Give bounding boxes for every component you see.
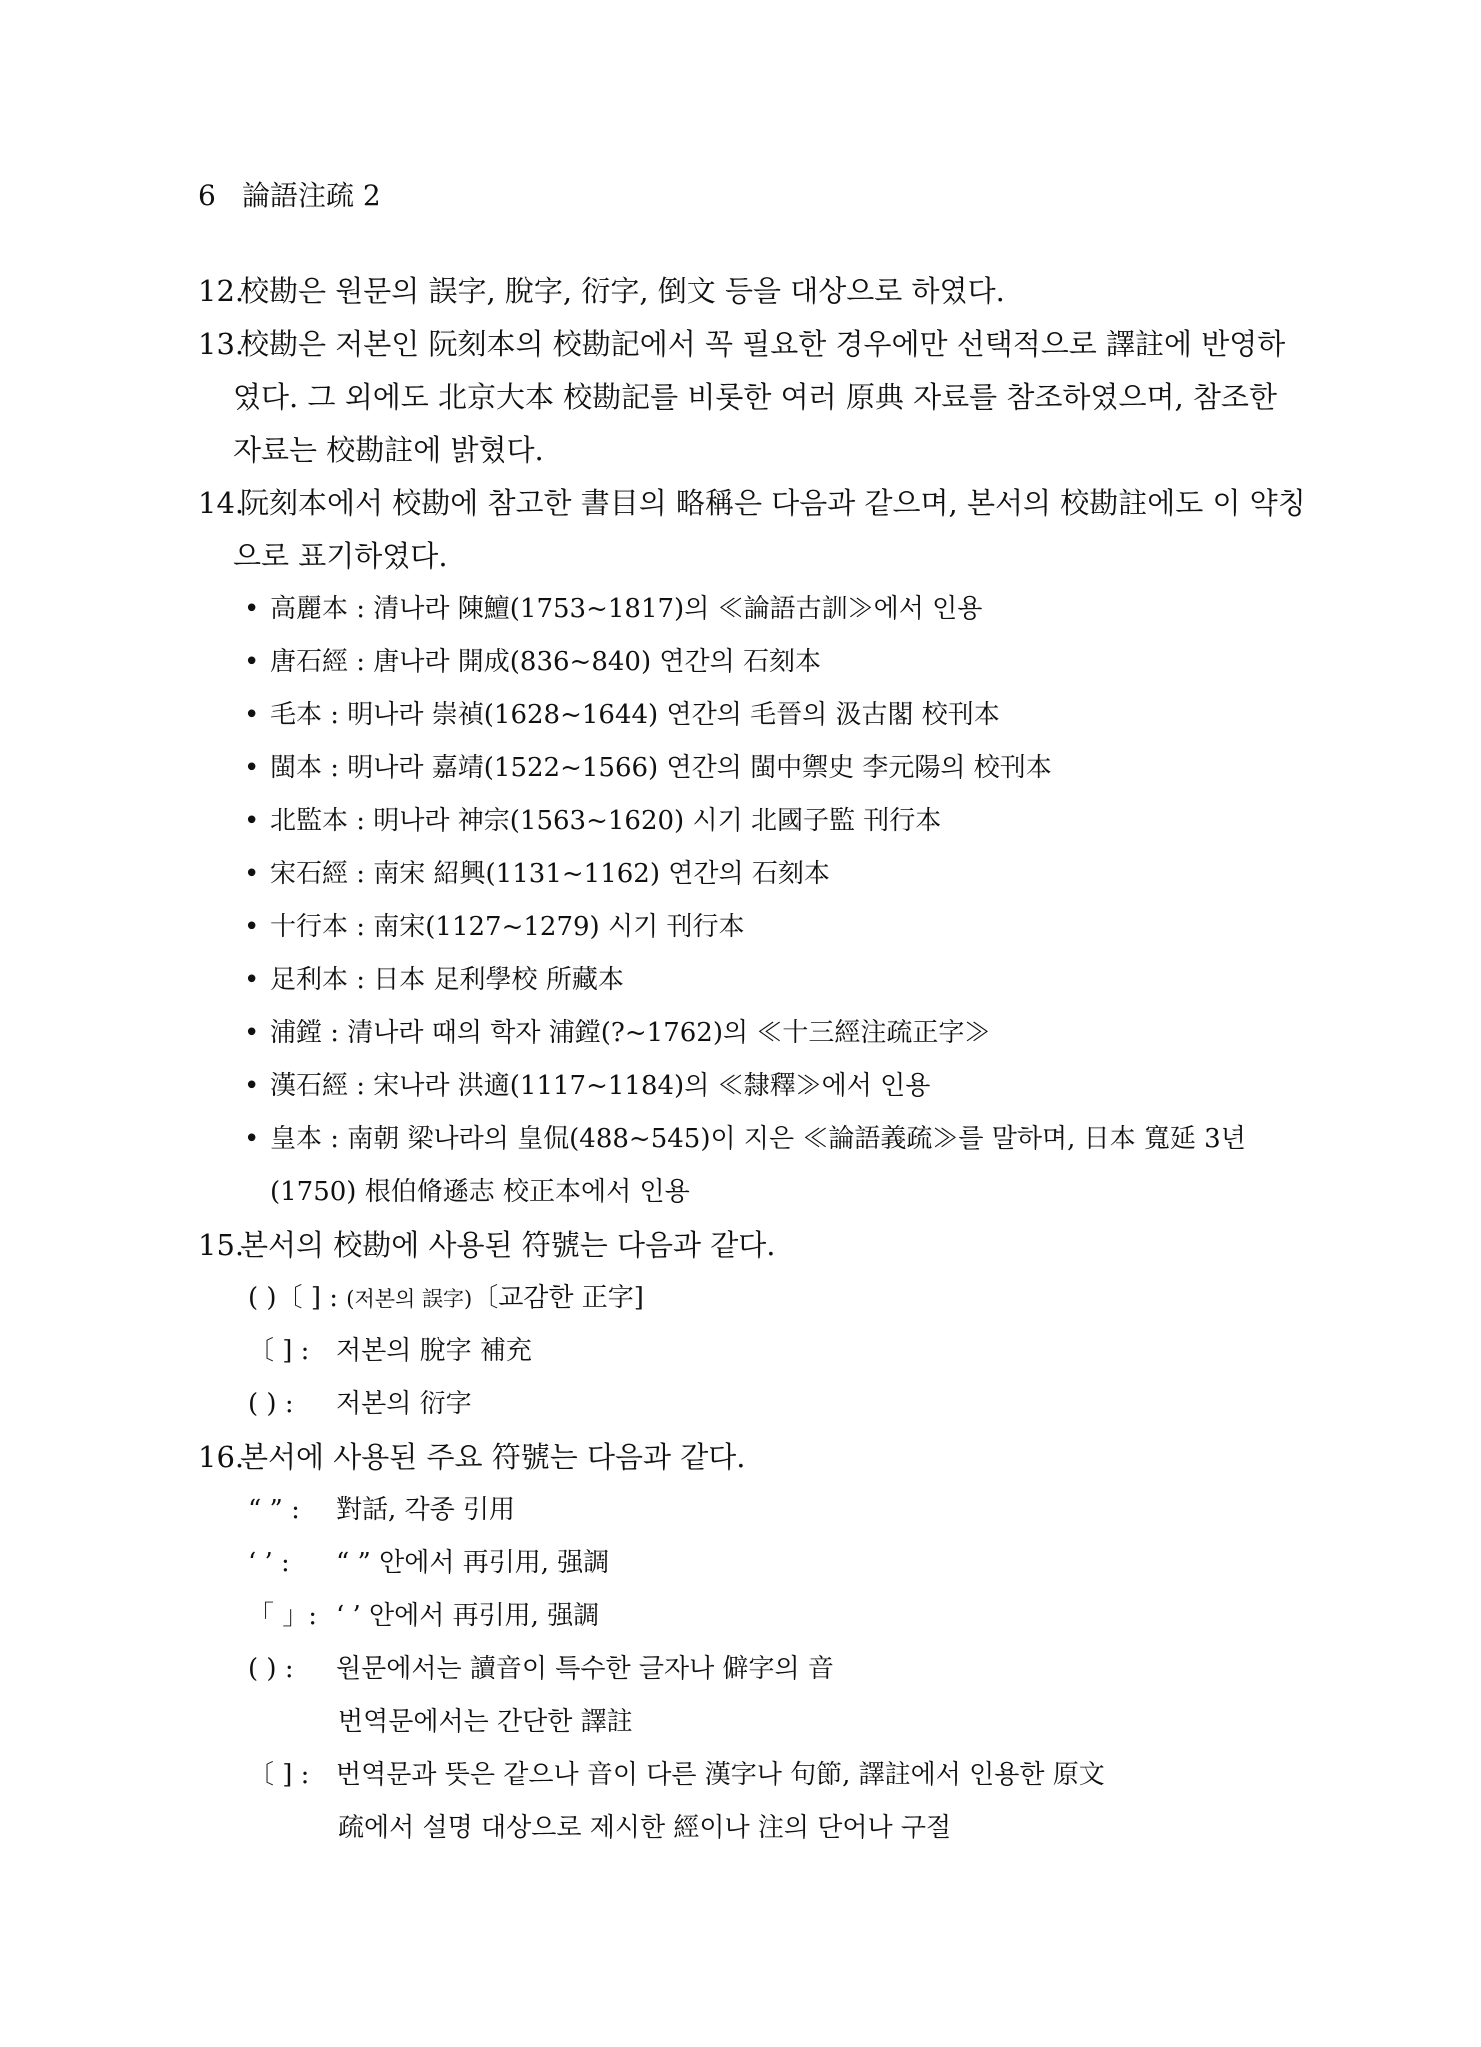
symbol-mark: 〔 ] :: [248, 1336, 310, 1366]
bullet-text: 毛本 : 明나라 崇禎(1628~1644) 연간의 毛晉의 汲古閣 校刊本: [270, 700, 1000, 730]
bullet-text: 足利本 : 日本 足利學校 所藏本: [270, 965, 624, 995]
bullet-item: [244, 901, 744, 954]
main-symbol-continuation: 疏에서 설명 대상으로 제시한 經이나 注의 단어나 구절: [338, 1813, 952, 1843]
symbol-text: 원문에서는 讀音이 특수한 글자나 僻字의 音: [336, 1654, 834, 1684]
symbol-text: 저본의 脫字 補充: [336, 1336, 532, 1366]
bullet-dot: •: [244, 806, 260, 836]
item-text: 校勘은 원문의 誤字, 脫字, 衍字, 倒文 등을 대상으로 하였다.: [240, 274, 1005, 308]
bullet-text: 唐石經 : 唐나라 開成(836~840) 연간의 石刻本: [270, 647, 821, 677]
item-12: [198, 265, 1293, 318]
page-number: 6: [198, 179, 216, 212]
book-title: 論語注疏 2: [242, 179, 381, 212]
bullet-text: 北監本 : 明나라 神宗(1563~1620) 시기 北國子監 刊行本: [270, 806, 942, 836]
symbol-text: ‘ ’ 안에서 再引用, 强調: [336, 1601, 600, 1631]
item-14-line-2: 으로 표기하였다.: [233, 539, 448, 573]
bullet-item: [244, 583, 982, 636]
bullet-dot: •: [244, 859, 260, 889]
symbol-mark: ( )〔 ] :: [248, 1283, 338, 1313]
bullet-item: [244, 848, 830, 901]
bullet-text: 漢石經 : 宋나라 洪適(1117~1184)의 ≪隸釋≫에서 인용: [270, 1071, 931, 1101]
item-14: [198, 477, 1306, 530]
item-13-line-2: 였다. 그 외에도 北京大本 校勘記를 비롯한 여러 原典 자료를 참조하였으며, 참조한: [233, 380, 1277, 414]
collation-symbol-row: [248, 1272, 644, 1326]
item-number: 13.: [198, 327, 245, 361]
bullet-text: 高麗本 : 清나라 陳鱣(1753~1817)의 ≪論語古訓≫에서 인용: [270, 594, 983, 624]
item-number: 15.: [198, 1228, 245, 1262]
collation-symbol-row: [248, 1325, 532, 1378]
page-header: [198, 176, 381, 216]
symbol-mark: 「 」:: [248, 1601, 318, 1631]
bullet-text: 宋石經 : 南宋 紹興(1131~1162) 연간의 石刻本: [270, 859, 830, 889]
main-symbol-continuation: 번역문에서는 간단한 譯註: [338, 1707, 633, 1737]
item-13: [198, 318, 1293, 371]
bullet-text: 閩本 : 明나라 嘉靖(1522~1566) 연간의 閩中禦史 李元陽의 校刊本: [270, 753, 1052, 783]
symbol-mark: “ ” :: [248, 1495, 300, 1525]
main-symbol-row: [248, 1537, 609, 1590]
symbol-mark: ( ) :: [248, 1654, 294, 1684]
item-number: 12.: [198, 274, 245, 308]
main-symbol-row: [248, 1749, 1105, 1802]
bullet-item: [244, 954, 624, 1007]
symbol-text: “ ” 안에서 再引用, 强調: [336, 1548, 610, 1578]
main-symbol-row: [248, 1590, 599, 1643]
bullet-dot: •: [244, 753, 260, 783]
item-text: 校勘은 저본인 阮刻本의 校勘記에서 꼭 필요한 경우에만 선택적으로 譯註에 반영하: [240, 327, 1286, 361]
item-number: 16.: [198, 1440, 245, 1474]
symbol-small-note: (저본의 誤字): [346, 1287, 473, 1311]
symbol-mark: ( ) :: [248, 1389, 294, 1419]
bullet-item: [244, 636, 821, 689]
collation-symbol-row: [248, 1378, 472, 1431]
item-13-line-3: 자료는 校勘註에 밝혔다.: [233, 433, 544, 467]
symbol-text: 〔교감한 正字]: [472, 1283, 644, 1313]
bullet-dot: •: [244, 594, 260, 624]
bullet-item: [244, 742, 1052, 795]
item-number: 14.: [198, 486, 245, 520]
item-16: [198, 1431, 1293, 1484]
bullet-text: 浦鏜 : 清나라 때의 학자 浦鏜(?~1762)의 ≪十三經注疏正字≫: [270, 1018, 991, 1048]
bullet-continuation: (1750) 根伯脩遜志 校正本에서 인용: [270, 1177, 690, 1207]
bullet-item: [244, 1060, 930, 1113]
bullet-dot: •: [244, 647, 260, 677]
bullet-dot: •: [244, 912, 260, 942]
symbol-text: 對話, 각종 引用: [336, 1495, 516, 1525]
bullet-item: [244, 1007, 990, 1060]
symbol-mark: 〔 ] :: [248, 1760, 310, 1790]
bullet-dot: •: [244, 1018, 260, 1048]
bullet-dot: •: [244, 700, 260, 730]
item-text: 阮刻本에서 校勘에 참고한 書目의 略稱은 다음과 같으며, 본서의 校勘註에도 이 약칭: [240, 486, 1306, 520]
bullet-item: [244, 1113, 1246, 1166]
bullet-item: [244, 689, 1000, 742]
symbol-mark: ‘ ’ :: [248, 1548, 290, 1578]
bullet-dot: •: [244, 965, 260, 995]
symbol-text: 저본의 衍字: [336, 1389, 472, 1419]
item-15: [198, 1219, 1293, 1272]
main-symbol-row: [248, 1643, 834, 1696]
bullet-dot: •: [244, 1071, 260, 1101]
bullet-text: 皇本 : 南朝 梁나라의 皇侃(488~545)이 지은 ≪論語義疏≫를 말하며, 日本 寬延 3년: [270, 1124, 1246, 1154]
symbol-text: 번역문과 뜻은 같으나 音이 다른 漢字나 句節, 譯註에서 인용한 原文: [336, 1760, 1105, 1790]
bullet-item: [244, 795, 941, 848]
main-symbol-row: [248, 1484, 515, 1537]
bullet-text: 十行本 : 南宋(1127~1279) 시기 刊行本: [270, 912, 745, 942]
bullet-dot: •: [244, 1124, 260, 1154]
item-text: 본서의 校勘에 사용된 符號는 다음과 같다.: [240, 1228, 776, 1262]
item-text: 본서에 사용된 주요 符號는 다음과 같다.: [240, 1440, 746, 1474]
